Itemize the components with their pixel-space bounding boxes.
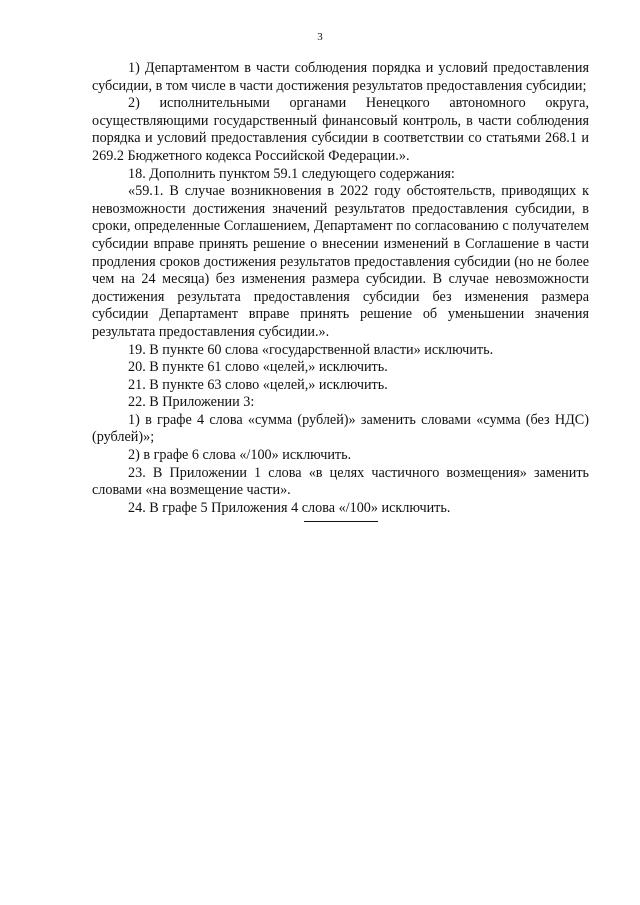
paragraph-item-19: 19. В пункте 60 слова «государственной власти» исключить. xyxy=(128,341,494,358)
paragraph-item-59-1: «59.1. В случае возникновения в 2022 году обстоятельств, приводящих к невозможности достижения значений результатов предоставления субсидии, в сроки, определенные Соглашением, Департамент по согласованию с получателем субсидии вправе принять решение о внесении изменений в Соглашение в части продления сроков достижения результатов предоставления субсидии (но не более чем на 24 месяца) без изменения размера субсидии. В случае невозможности достижения результата предоставления субсидии без изменения размера субсидии Департамент вправе принять решение об уменьшении значения результата предоставления субсидии.». xyxy=(92,183,589,340)
paragraph-item-21: 21. В пункте 63 слово «целей,» исключить. xyxy=(128,376,388,393)
document-body xyxy=(92,60,589,517)
paragraph-item-20: 20. В пункте 61 слово «целей,» исключить. xyxy=(128,359,388,376)
paragraph-item-23: 23. В Приложении 1 слова «в целях частичного возмещения» заменить словами «на возмещение части». xyxy=(92,464,589,499)
paragraph-item-22-sub-2: 2) в графе 6 слова «/100» исключить. xyxy=(128,447,352,464)
paragraph-subitem-2: 2) исполнительными органами Ненецкого автономного округа, осуществляющими государственный финансовый контроль, в части соблюдения порядка и условий предоставления субсидии в соответствии со статьями 268.1 и 269.2 Бюджетного кодекса Российской Федерации.». xyxy=(92,95,589,164)
paragraph-item-24: 24. В графе 5 Приложения 4 слова «/100» исключить. xyxy=(128,499,451,516)
paragraph-item-22-sub-1: 1) в графе 4 слова «сумма (рублей)» заменить словами «сумма (без НДС) (рублей)»; xyxy=(92,411,589,446)
page-number: 3 xyxy=(317,31,323,43)
paragraph-item-22: 22. В Приложении 3: xyxy=(128,394,255,411)
paragraph-subitem-1: 1) Департаментом в части соблюдения порядка и условий предоставления субсидии, в том числе в части достижения результатов предоставления субсидии; xyxy=(92,60,589,94)
paragraph-item-18: 18. Дополнить пунктом 59.1 следующего содержания: xyxy=(128,165,455,182)
end-separator-line xyxy=(304,521,378,522)
